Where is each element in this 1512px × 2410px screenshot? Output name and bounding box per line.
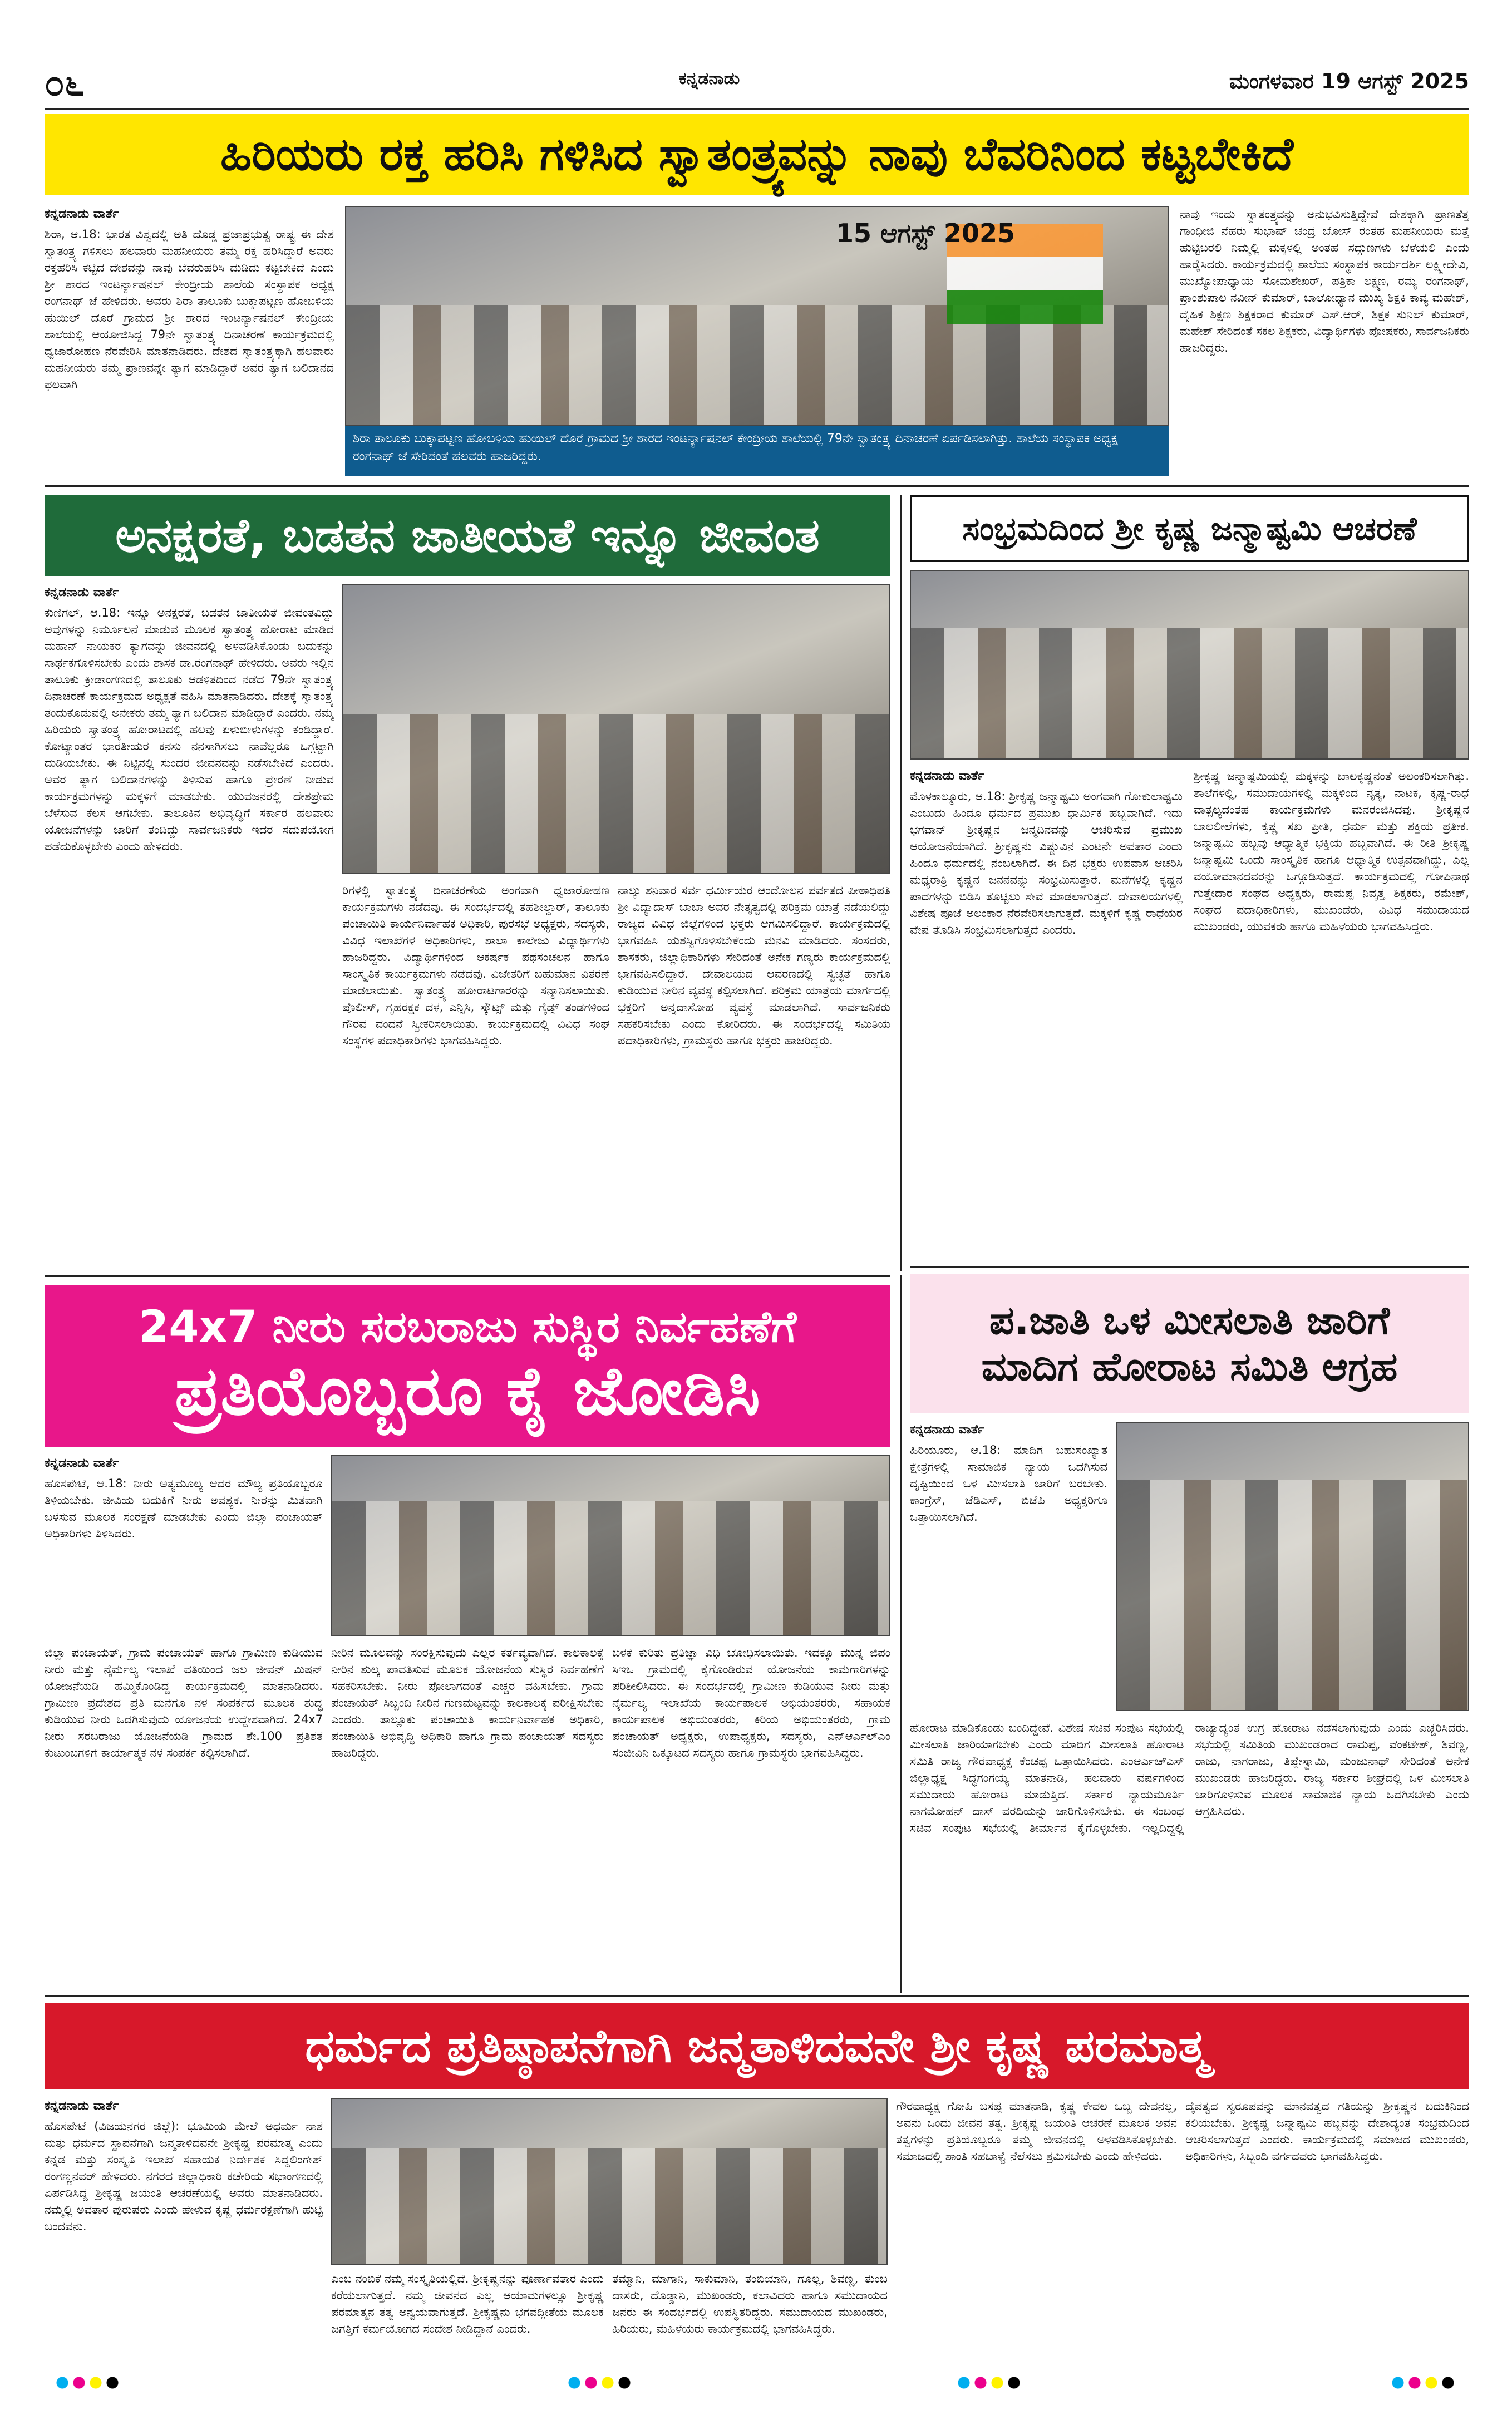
story2-byline: ಕನ್ನಡನಾಡು ವಾರ್ತೆ — [45, 585, 119, 599]
story1-headline: ಹಿರಿಯರು ರಕ್ತ ಹರಿಸಿ ಗಳಿಸಿದ ಸ್ವಾತಂತ್ರ್ಯವನ್ನು ನಾವು ಬೆವರಿನಿಂದ ಕಟ್ಟಬೇಕಿದೆ — [220, 127, 1293, 181]
registration-dots-4 — [1391, 2376, 1458, 2389]
header-rule — [45, 108, 1469, 110]
story5-byline: ಕನ್ನಡನಾಡು ವಾರ್ತೆ — [45, 1456, 119, 1470]
story2-text-1: ಕುಣಿಗಲ್, ಆ.18: ಇನ್ನೂ ಅನಕ್ಷರತೆ, ಬಡತನ ಜಾತೀಯತೆ ಜೀವಂತವಿದ್ದು ಅವುಗಳನ್ನು ನಿರ್ಮೂಲನೆ ಮಾಡುವ ಮೂಲಕ ಸ್ವಾತಂತ್ರ್ಯ ಹೋರಾಟ ಮಾಡಿದ ಮಹಾನ್ ನಾಯಕರ ತ್ಯಾಗವನ್ನು ಜೀವನದಲ್ಲಿ ಅಳವಡಿಸಿಕೊಂಡು ಬದುಕನ್ನು ಸಾರ್ಥಕಗೊಳಿಸಬೇಕು ಎಂದು ಶಾಸಕ ಡಾ.ರಂಗನಾಥ್ ಹೇಳಿದರು. ಅವರು ಇಲ್ಲಿನ ತಾಲೂಕು ಕ್ರೀಡಾಂಗಣದಲ್ಲಿ ತಾಲೂಕು ಆಡಳಿತದಿಂದ ನಡೆದ 79ನೇ ಸ್ವಾತಂತ್ರ್ಯ ದಿನಾಚರಣೆ ಕಾರ್ಯಕ್ರಮದ ಅಧ್ಯಕ್ಷತೆ ವಹಿಸಿ ಮಾತನಾಡಿದರು. ದೇಶಕ್ಕೆ ಸ್ವಾತಂತ್ರ್ಯ ತಂದುಕೊಡುವಲ್ಲಿ ಅನೇಕರು ತಮ್ಮ ತ್ಯಾಗ ಬಲಿದಾನ ಮಾಡಿದ್ದಾರೆ ಎಂದರು. ನಮ್ಮ ಹಿರಿಯರು ಸ್ವಾತಂತ್ರ್ಯ ಹೋರಾಟದಲ್ಲಿ ಹಲವು ಏಳುಬೀಳುಗಳನ್ನು ಕಂಡಿದ್ದಾರೆ. ಕೋಟ್ಯಾಂತರ ಭಾರತೀಯರ ಕನಸು ನನಸಾಗಿಸಲು ನಾವೆಲ್ಲರೂ ಒಗ್ಗಟ್ಟಾಗಿ ದುಡಿಯಬೇಕು. ಈ ನಿಟ್ಟಿನಲ್ಲಿ ಸುಂದರ ಜೀವನವನ್ನು ನಡೆಸಬೇಕಿದೆ ಎಂದರು. ಅವರ ತ್ಯಾಗ ಬಲಿದಾನಗಳನ್ನು ತಿಳಿಸುವ ಹಾಗೂ ಪ್ರೇರಣೆ ನೀಡುವ ಕಾರ್ಯಕ್ರಮಗಳನ್ನು ಮಕ್ಕಳಿಗೆ ಮಾಡಬೇಕು. ಯುವಜನರಲ್ಲಿ ದೇಶಪ್ರೇಮ ಬೆಳೆಸುವ ಕೆಲಸ ಆಗಬೇಕು. ತಾಲೂಕಿನ ಅಭಿವೃದ್ಧಿಗೆ ಸರ್ಕಾರ ಹಲವಾರು ಯೋಜನೆಗಳನ್ನು ಜಾರಿಗೆ ತಂದಿದ್ದು ಸಾರ್ವಜನಿಕರು ಇದರ ಸದುಪಯೋಗ ಪಡೆದುಕೊಳ್ಳಬೇಕು ಎಂದು ಹೇಳಿದರು. — [45, 606, 334, 853]
story5-photo — [331, 1455, 890, 1636]
story4-lead — [910, 1422, 1107, 1711]
story2-text-2: ರಿಗಳಲ್ಲಿ ಸ್ವಾತಂತ್ರ್ಯ ದಿನಾಚರಣೆಯ ಅಂಗವಾಗಿ ಧ್ವಜಾರೋಹಣ ಕಾರ್ಯಕ್ರಮಗಳು ನಡೆದವು. ಈ ಸಂದರ್ಭದಲ್ಲಿ ತಹಶೀಲ್ದಾರ್, ತಾಲೂಕು ಪಂಚಾಯಿತಿ ಕಾರ್ಯನಿರ್ವಾಹಕ ಅಧಿಕಾರಿ, ಪುರಸಭೆ ಅಧ್ಯಕ್ಷರು, ಸದಸ್ಯರು, ವಿವಿಧ ಇಲಾಖೆಗಳ ಅಧಿಕಾರಿಗಳು, ಶಾಲಾ ಕಾಲೇಜು ವಿದ್ಯಾರ್ಥಿಗಳು ಹಾಜರಿದ್ದರು. ವಿದ್ಯಾರ್ಥಿಗಳಿಂದ ಆಕರ್ಷಕ ಪಥಸಂಚಲನ ಹಾಗೂ ಸಾಂಸ್ಕೃತಿಕ ಕಾರ್ಯಕ್ರಮಗಳು ನಡೆದವು. ವಿಜೇತರಿಗೆ ಬಹುಮಾನ ವಿತರಣೆ ಮಾಡಲಾಯಿತು. ಸ್ವಾತಂತ್ರ್ಯ ಹೋರಾಟಗಾರರನ್ನು ಸನ್ಮಾನಿಸಲಾಯಿತು. ಪೊಲೀಸ್, ಗೃಹರಕ್ಷಕ ದಳ, ಎನ್ಸಿಸಿ, ಸ್ಕೌಟ್ಸ್ ಮತ್ತು ಗೈಡ್ಸ್ ತಂಡಗಳಿಂದ ಗೌರವ ವಂದನೆ ಸ್ವೀಕರಿಸಲಾಯಿತು. ಕಾರ್ಯಕ್ರಮದಲ್ಲಿ ವಿವಿಧ ಸಂಘ ಸಂಸ್ಥೆಗಳ ಪದಾಧಿಕಾರಿಗಳು ಭಾಗವಹಿಸಿದ್ದರು. — [342, 884, 609, 1047]
story6-text-4: ಗೌರವಾಧ್ಯಕ್ಷ ಗೋಪಿ ಬಸಪ್ಪ ಮಾತನಾಡಿ, ಕೃಷ್ಣ ಕೇವಲ ಒಬ್ಬ ದೇವನಲ್ಲ, ಅವನು ಒಂದು ಜೀವನ ತತ್ವ. ಶ್ರೀಕೃಷ್ಣ ಜಯಂತಿ ಆಚರಣೆ ಮೂಲಕ ಅವನ ತತ್ವಗಳನ್ನು ಪ್ರತಿಯೊಬ್ಬರೂ ತಮ್ಮ ಜೀವನದಲ್ಲಿ ಅಳವಡಿಸಿಕೊಳ್ಳಬೇಕು. ಸಮಾಜದಲ್ಲಿ ಶಾಂತಿ ಸಹಬಾಳ್ವೆ ನೆಲೆಸಲು ಶ್ರಮಿಸಬೇಕು ಎಂದು ಹೇಳಿದರು. — [896, 2099, 1177, 2163]
page-header — [45, 61, 1469, 106]
story1-caption: ಶಿರಾ ತಾಲೂಕು ಬುಕ್ಕಾಪಟ್ಟಣ ಹೋಬಳಿಯ ಹುಯಿಲ್ ದೊರೆ ಗ್ರಾಮದ ಶ್ರೀ ಶಾರದ ಇಂಟರ್ನ್ಯಾಷನಲ್ ಕೇಂದ್ರೀಯ ಶಾಲೆಯಲ್ಲಿ 79ನೇ ಸ್ವಾತಂತ್ರ್ಯ ದಿನಾಚರಣೆ ಏರ್ಪಡಿಸಲಾಗಿತ್ತು. ಶಾಲೆಯ ಸಂಸ್ಥಾಪಕ ಅಧ್ಯಕ್ಷ ರಂಗನಾಥ್ ಜೆ ಸೇರಿದಂತೆ ಹಲವರು ಹಾಜರಿದ್ದರು. — [345, 426, 1169, 476]
story6-column-3 — [612, 2270, 888, 2359]
story6-text-1: ಹೊಸಪೇಟೆ (ವಿಜಯನಗರ ಜಿಲ್ಲೆ): ಭೂಮಿಯ ಮೇಲೆ ಅಧರ್ಮ ನಾಶ ಮತ್ತು ಧರ್ಮದ ಸ್ಥಾಪನೆಗಾಗಿ ಜನ್ಮತಾಳಿದವನೇ ಶ್ರೀಕೃಷ್ಣ ಪರಮಾತ್ಮ ಎಂದು ಕನ್ನಡ ಮತ್ತು ಸಂಸ್ಕೃತಿ ಇಲಾಖೆ ಸಹಾಯಕ ನಿರ್ದೇಶಕ ಸಿದ್ದಲಿಂಗೇಶ್ ರಂಗಣ್ಣನವರ್ ಹೇಳಿದರು. ನಗರದ ಜಿಲ್ಲಾಧಿಕಾರಿ ಕಚೇರಿಯ ಸಭಾಂಗಣದಲ್ಲಿ ಏರ್ಪಡಿಸಿದ್ದ ಶ್ರೀಕೃಷ್ಣ ಜಯಂತಿ ಆಚರಣೆಯಲ್ಲಿ ಅವರು ಮಾತನಾಡಿದರು. ನಮ್ಮಲ್ಲಿ ಅವತಾರ ಪುರುಷರು ಎಂದು ಹೇಳುವ ಕೃಷ್ಣ ಧರ್ಮರಕ್ಷಣೆಗಾಗಿ ಹುಟ್ಟಿ ಬಂದವನು. — [45, 2120, 323, 2233]
story5-column-1 — [45, 1644, 323, 1987]
story1-text-1: ಶಿರಾ, ಆ.18: ಭಾರತ ವಿಶ್ವದಲ್ಲಿ ಅತಿ ದೊಡ್ಡ ಪ್ರಜಾಪ್ರಭುತ್ವ ರಾಷ್ಟ್ರ ಈ ದೇಶ ಸ್ವಾತಂತ್ರ್ಯ ಗಳಿಸಲು ಹಲವಾರು ಮಹನೀಯರು ತಮ್ಮ ರಕ್ತ ಹರಿಸಿದ್ದಾರೆ ಅವರು ರಕ್ತಹರಿಸಿ ಕಟ್ಟಿದ ದೇಶವನ್ನು ನಾವು ಬೆವರುಹರಿಸಿ ದುಡಿದು ಕಟ್ಟಬೇಕಿದೆ ಎಂದು ಶ್ರೀ ಶಾರದ ಇಂಟರ್ನ್ಯಾಷನಲ್ ಕೇಂದ್ರೀಯ ಶಾಲೆಯ ಸಂಸ್ಥಾಪಕ ಅಧ್ಯಕ್ಷ ರಂಗನಾಥ್ ಜೆ ಹೇಳಿದರು. ಅವರು ಶಿರಾ ತಾಲೂಕು ಬುಕ್ಕಾಪಟ್ಟಣ ಹೋಬಳಿಯ ಹುಯಿಲ್ ದೊರೆ ಗ್ರಾಮದ ಶ್ರೀ ಶಾರದ ಇಂಟರ್ನ್ಯಾಷನಲ್ ಕೇಂದ್ರೀಯ ಶಾಲೆಯಲ್ಲಿ ಆಯೋಜಿಸಿದ್ದ 79ನೇ ಸ್ವಾತಂತ್ರ್ಯ ದಿನಾಚರಣೆ ಕಾರ್ಯಕ್ರಮದಲ್ಲಿ ಧ್ವಜಾರೋಹಣ ನೆರವೇರಿಸಿ ಮಾತನಾಡಿದರು. ದೇಶದ ಸ್ವಾತಂತ್ರ್ಯಕ್ಕಾಗಿ ಹಲವಾರು ಮಹನೀಯರು ತಮ್ಮ ಪ್ರಾಣವನ್ನೇ ತ್ಯಾಗ ಮಾಡಿದ್ದಾರೆ ಅವರ ತ್ಯಾಗ ಬಲಿದಾನದ ಫಲವಾಗಿ — [45, 228, 334, 391]
story6-column-5 — [1185, 2098, 1469, 2359]
story5-column-3 — [612, 1644, 890, 1987]
story6-text-2: ಎಂಬ ನಂಬಿಕೆ ನಮ್ಮ ಸಂಸ್ಕೃತಿಯಲ್ಲಿದೆ. ಶ್ರೀಕೃಷ್ಣನನ್ನು ಪೂರ್ಣಾವತಾರ ಎಂದು ಕರೆಯಲಾಗುತ್ತದೆ. ನಮ್ಮ ಜೀವನದ ಎಲ್ಲ ಆಯಾಮಗಳಲ್ಲೂ ಶ್ರೀಕೃಷ್ಣ ಪರಮಾತ್ಮನ ತತ್ವ ಅನ್ವಯವಾಗುತ್ತದೆ. ಶ್ರೀಕೃಷ್ಣನು ಭಗವದ್ಗೀತೆಯ ಮೂಲಕ ಜಗತ್ತಿಗೆ ಕರ್ಮಯೋಗದ ಸಂದೇಶ ನೀಡಿದ್ದಾನೆ ಎಂದರು. — [331, 2272, 604, 2335]
rule-3 — [45, 1275, 890, 1277]
story2-headline-band — [45, 495, 890, 576]
story3-headline-band — [910, 495, 1469, 562]
story6-byline: ಕನ್ನಡನಾಡು ವಾರ್ತೆ — [45, 2099, 119, 2113]
vertical-rule-2 — [900, 1275, 902, 1993]
story3-headline: ಸಂಭ್ರಮದಿಂದ ಶ್ರೀ ಕೃಷ್ಣ ಜನ್ಮಾಷ್ಟಮಿ ಆಚರಣೆ — [962, 509, 1417, 548]
registration-dots-3 — [957, 2376, 1024, 2389]
story4-body — [910, 1719, 1469, 1987]
story2-column-3 — [618, 584, 890, 1269]
story5-text-1: ಜಿಲ್ಲಾ ಪಂಚಾಯತ್, ಗ್ರಾಮ ಪಂಚಾಯತ್ ಹಾಗೂ ಗ್ರಾಮೀಣ ಕುಡಿಯುವ ನೀರು ಮತ್ತು ನೈರ್ಮಲ್ಯ ಇಲಾಖೆ ವತಿಯಿಂದ ಜಲ ಜೀವನ್ ಮಿಷನ್ ಯೋಜನೆಯಡಿ ಹಮ್ಮಿಕೊಂಡಿದ್ದ ಕಾರ್ಯಕ್ರಮದಲ್ಲಿ ಮಾತನಾಡಿದರು. ಗ್ರಾಮೀಣ ಪ್ರದೇಶದ ಪ್ರತಿ ಮನೆಗೂ ನಳ ಸಂಪರ್ಕದ ಮೂಲಕ ಶುದ್ಧ ಕುಡಿಯುವ ನೀರು ಒದಗಿಸುವುದು ಯೋಜನೆಯ ಉದ್ದೇಶವಾಗಿದೆ. 24x7 ನೀರು ಸರಬರಾಜು ಯೋಜನೆಯಡಿ ಗ್ರಾಮದ ಶೇ.100 ಪ್ರತಿಶತ ಕುಟುಂಬಗಳಿಗೆ ಕಾರ್ಯಾತ್ಮಕ ನಳ ಸಂಪರ್ಕ ಕಲ್ಪಿಸಲಾಗಿದೆ. — [45, 1646, 323, 1760]
rule-1 — [45, 485, 1469, 487]
story2-column-2 — [342, 882, 609, 1269]
story6-column-4 — [896, 2098, 1177, 2359]
story6-column-2 — [331, 2270, 604, 2359]
story6-headline-band — [45, 2003, 1469, 2089]
story3-text-1: ಮೊಳಕಾಲ್ಮೂರು, ಆ.18: ಶ್ರೀಕೃಷ್ಣ ಜನ್ಮಾಷ್ಟಮಿ ಅಂಗವಾಗಿ ಗೋಕುಲಾಷ್ಟಮಿ ಎಂಬುದು ಹಿಂದೂ ಧರ್ಮದ ಪ್ರಮುಖ ಧಾರ್ಮಿಕ ಹಬ್ಬವಾಗಿದೆ. ಇದು ಭಗವಾನ್ ಶ್ರೀಕೃಷ್ಣನ ಜನ್ಮದಿನವನ್ನು ಆಚರಿಸುವ ಪ್ರಮುಖ ಆಯೋಜನೆಯಾಗಿದೆ. ಶ್ರೀಕೃಷ್ಣನು ವಿಷ್ಣುವಿನ ಎಂಟನೇ ಅವತಾರ ಎಂದು ಹಿಂದೂ ಧರ್ಮದಲ್ಲಿ ನಂಬಲಾಗಿದೆ. ಈ ದಿನ ಭಕ್ತರು ಉಪವಾಸ ಆಚರಿಸಿ ಮಧ್ಯರಾತ್ರಿ ಕೃಷ್ಣನ ಜನನವನ್ನು ಸಂಭ್ರಮಿಸುತ್ತಾರೆ. ಮನೆಗಳಲ್ಲಿ ಕೃಷ್ಣನ ಪಾದಗಳನ್ನು ಬಿಡಿಸಿ ತೊಟ್ಟಿಲು ಸೇವೆ ಮಾಡಲಾಗುತ್ತದೆ. ದೇವಾಲಯಗಳಲ್ಲಿ ವಿಶೇಷ ಪೂಜೆ ಅಲಂಕಾರ ನೆರವೇರಿಸಲಾಗುತ್ತದೆ. ಮಕ್ಕಳಿಗೆ ಕೃಷ್ಣ ರಾಧೆಯರ ವೇಷ ತೊಡಿಸಿ ಸಂಭ್ರಮಿಸಲಾಗುತ್ತದೆ ಎಂದರು. — [910, 790, 1183, 937]
story5-lead-text: ಹೊಸಪೇಟೆ, ಆ.18: ನೀರು ಅತ್ಯಮೂಲ್ಯ ಆದರ ಮೌಲ್ಯ ಪ್ರತಿಯೊಬ್ಬರೂ ತಿಳಿಯಬೇಕು. ಜೀವಿಯ ಬದುಕಿಗೆ ನೀರು ಅವಶ್ಯಕ. ನೀರನ್ನು ಮಿತವಾಗಿ ಬಳಸುವ ಮೂಲಕ ಸಂರಕ್ಷಣೆ ಮಾಡಬೇಕು ಎಂದು ಜಿಲ್ಲಾ ಪಂಚಾಯತ್ ಅಧಿಕಾರಿಗಳು ತಿಳಿಸಿದರು. — [45, 1477, 323, 1540]
header-date: ಮಂಗಳವಾರ 19 ಆಗಸ್ಟ್ 2025 — [1229, 69, 1469, 93]
story4-lead-text: ಹಿರಿಯೂರು, ಆ.18: ಮಾದಿಗ ಬಹುಸಂಖ್ಯಾತ ಕ್ಷೇತ್ರಗಳಲ್ಲಿ ಸಾಮಾಜಿಕ ನ್ಯಾಯ ಒದಗಿಸುವ ದೃಷ್ಟಿಯಿಂದ ಒಳ ಮೀಸಲಾತಿ ಜಾರಿಗೆ ಬರಬೇಕು. ಕಾಂಗ್ರೆಸ್, ಜೆಡಿಎಸ್, ಬಿಜೆಪಿ ಅಧ್ಯಕ್ಷರಿಗೂ ಒತ್ತಾಯಿಸಲಾಗಿದೆ. — [910, 1443, 1107, 1524]
story1-text-2: ನಾವು ಇಂದು ಸ್ವಾತಂತ್ರ್ಯವನ್ನು ಅನುಭವಿಸುತ್ತಿದ್ದೇವೆ ದೇಶಕ್ಕಾಗಿ ಪ್ರಾಣತೆತ್ತ ಗಾಂಧೀಜಿ ನೆಹರು ಸುಭಾಷ್ ಚಂದ್ರ ಬೋಸ್ ರಂತಹ ಮಹನೀಯರು ಮತ್ತೆ ಹುಟ್ಟಿಬರಲಿ ನಿಮ್ಮಲ್ಲಿ ಮಕ್ಕಳಲ್ಲಿ ಅಂತಹ ಸದ್ಗುಣಗಳು ಬೆಳೆಯಲಿ ಎಂದು ಹಾರೈಸಿದರು. ಕಾರ್ಯಕ್ರಮದಲ್ಲಿ ಶಾಲೆಯ ಸಂಸ್ಥಾಪಕ ಕಾರ್ಯದರ್ಶಿ ಲಕ್ಷ್ಮೀದೇವಿ, ಮುಖ್ಯೋಪಾಧ್ಯಾಯ ಸೋಮಶೇಖರ್, ಪತ್ರಿಕಾ ಲಕ್ಷ್ಮಣ, ರಮ್ಯ ರಂಗನಾಥ್, ಪ್ರಾಂಶುಪಾಲ ನವೀನ್ ಕುಮಾರ್, ಬಾಲೋಧ್ಯಾನ ಮುಖ್ಯ ಶಿಕ್ಷಕಿ ಕಾವ್ಯ ಮಹೇಶ್, ದೈಹಿಕ ಶಿಕ್ಷಣ ಶಿಕ್ಷಕರಾದ ಕುಮಾರ್ ಎಸ್.ಆರ್, ಶಿಕ್ಷಕ ಸುನಿಲ್ ಕುಮಾರ್, ಮಹೇಶ್ ಸೇರಿದಂತೆ ಸಕಲ ಶಿಕ್ಷಕರು, ವಿದ್ಯಾರ್ಥಿಗಳು ಪೋಷಕರು, ಸಾರ್ವಜನಿಕರು ಹಾಜರಿದ್ದರು. — [1180, 208, 1469, 354]
story3-byline: ಕನ್ನಡನಾಡು ವಾರ್ತೆ — [910, 769, 984, 783]
registration-dots-1 — [56, 2376, 122, 2389]
story1-column-1 — [45, 206, 334, 476]
story3-text-2: ಶ್ರೀಕೃಷ್ಣ ಜನ್ಮಾಷ್ಟಮಿಯಲ್ಲಿ ಮಕ್ಕಳನ್ನು ಬಾಲಕೃಷ್ಣನಂತೆ ಅಲಂಕರಿಸಲಾಗಿತ್ತು. ಶಾಲೆಗಳಲ್ಲಿ, ಸಮುದಾಯಗಳಲ್ಲಿ ಮಕ್ಕಳಿಂದ ನೃತ್ಯ, ನಾಟಕ, ಕೃಷ್ಣ-ರಾಧೆ ವಾತ್ಸಲ್ಯದಂತಹ ಕಾರ್ಯಕ್ರಮಗಳು ಮನರಂಜಿಸಿದವು. ಶ್ರೀಕೃಷ್ಣನ ಬಾಲಲೀಲೆಗಳು, ಕೃಷ್ಣ ಸಖ ಪ್ರೀತಿ, ಧರ್ಮ ಮತ್ತು ಶಕ್ತಿಯ ಪ್ರತೀಕ. ಜನ್ಮಾಷ್ಟಮಿ ಹಬ್ಬವು ಆಧ್ಯಾತ್ಮಿಕ ಭಕ್ತಿಯ ಹಬ್ಬವಾಗಿದೆ. ಈ ರೀತಿ ಶ್ರೀಕೃಷ್ಣ ಜನ್ಮಾಷ್ಟಮಿ ಒಂದು ಸಾಂಸ್ಕೃತಿಕ ಹಾಗೂ ಆಧ್ಯಾತ್ಮಿಕ ಉತ್ಸವವಾಗಿದ್ದು, ಎಲ್ಲ ವಯೋಮಾನದವರನ್ನು ಒಗ್ಗೂಡಿಸುತ್ತದೆ. ಕಾರ್ಯಕ್ರಮದಲ್ಲಿ ಗೋಪಿನಾಥ ಗುತ್ತೇದಾರ ಸಂಘದ ಅಧ್ಯಕ್ಷರು, ರಾಮಪ್ಪ ನಿವೃತ್ತ ಶಿಕ್ಷಕರು, ರಮೇಶ್, ಸಂಘದ ಪದಾಧಿಕಾರಿಗಳು, ಮುಖಂಡರು, ವಿವಿಧ ಸಮುದಾಯದ ಮುಖಂಡರು, ಯುವಕರು ಹಾಗೂ ಮಹಿಳೆಯರು ಭಾಗವಹಿಸಿದ್ದರು. — [1194, 770, 1469, 933]
page-number: ೦೬ — [45, 63, 85, 104]
story5-headline-band — [45, 1285, 890, 1447]
story4-headline-line1: ಪ.ಜಾತಿ ಒಳ ಮೀಸಲಾತಿ ಜಾರಿಗೆ — [989, 1298, 1390, 1343]
masthead: ಕನ್ನಡನಾಡು — [679, 69, 740, 88]
story4-headline-band — [910, 1274, 1469, 1413]
story4-photo — [1116, 1422, 1469, 1711]
story6-headline: ಧರ್ಮದ ಪ್ರತಿಷ್ಠಾಪನೆಗಾಗಿ ಜನ್ಮತಾಳಿದವನೇ ಶ್ರೀ ಕೃಷ್ಣ ಪರಮಾತ್ಮ — [305, 2019, 1209, 2073]
story5-text-3: ಬಳಕೆ ಕುರಿತು ಪ್ರತಿಜ್ಞಾ ವಿಧಿ ಬೋಧಿಸಲಾಯಿತು. ಇದಕ್ಕೂ ಮುನ್ನ ಜಿಪಂ ಸಿಇಒ ಗ್ರಾಮದಲ್ಲಿ ಕೈಗೊಂಡಿರುವ ಯೋಜನೆಯ ಕಾಮಗಾರಿಗಳನ್ನು ಪರಿಶೀಲಿಸಿದರು. ಈ ಸಂದರ್ಭದಲ್ಲಿ ಗ್ರಾಮೀಣ ಕುಡಿಯುವ ನೀರು ಮತ್ತು ನೈರ್ಮಲ್ಯ ಇಲಾಖೆಯ ಕಾರ್ಯಪಾಲಕ ಅಭಿಯಂತರರು, ಸಹಾಯಕ ಕಾರ್ಯಪಾಲಕ ಅಭಿಯಂತರರು, ಕಿರಿಯ ಅಭಿಯಂತರರು, ಗ್ರಾಮ ಪಂಚಾಯತ್ ಅಧ್ಯಕ್ಷರು, ಉಪಾಧ್ಯಕ್ಷರು, ಸದಸ್ಯರು, ಎನ್ಆರ್ಎಲ್ಎಂ ಸಂಜೀವಿನಿ ಒಕ್ಕೂಟದ ಸದಸ್ಯರು ಹಾಗೂ ಗ್ರಾಮಸ್ಥರು ಭಾಗವಹಿಸಿದ್ದರು. — [612, 1646, 890, 1760]
story4-byline: ಕನ್ನಡನಾಡು ವಾರ್ತೆ — [910, 1423, 984, 1437]
story2-text-3: ನಾಲ್ಕು ಶನಿವಾರ ಸರ್ವ ಧರ್ಮೀಯರ ಆಂದೋಲನ ಪರ್ವತದ ಪೀಠಾಧಿಪತಿ ಶ್ರೀ ವಿದ್ಯಾದಾಸ್ ಬಾಬಾ ಅವರ ನೇತೃತ್ವದಲ್ಲಿ ಪರಿಕ್ರಮ ಯಾತ್ರೆ ನಡೆಯಲಿದ್ದು ರಾಜ್ಯದ ವಿವಿಧ ಜಿಲ್ಲೆಗಳಿಂದ ಭಕ್ತರು ಆಗಮಿಸಲಿದ್ದಾರೆ. ಕಾರ್ಯಕ್ರಮದಲ್ಲಿ ಭಾಗವಹಿಸಿ ಯಶಸ್ವಿಗೊಳಿಸಬೇಕೆಂದು ಮನವಿ ಮಾಡಿದರು. ಸಂಸದರು, ಶಾಸಕರು, ಜಿಲ್ಲಾಧಿಕಾರಿಗಳು ಸೇರಿದಂತೆ ಅನೇಕ ಗಣ್ಯರು ಕಾರ್ಯಕ್ರಮದಲ್ಲಿ ಭಾಗವಹಿಸಲಿದ್ದಾರೆ. ದೇವಾಲಯದ ಆವರಣದಲ್ಲಿ ಸ್ವಚ್ಛತೆ ಹಾಗೂ ಕುಡಿಯುವ ನೀರಿನ ವ್ಯವಸ್ಥೆ ಕಲ್ಪಿಸಲಾಗಿದೆ. ಪರಿಕ್ರಮ ಯಾತ್ರೆಯ ಮಾರ್ಗದಲ್ಲಿ ಭಕ್ತರಿಗೆ ಅನ್ನದಾಸೋಹ ವ್ಯವಸ್ಥೆ ಮಾಡಲಾಗಿದೆ. ಸಾರ್ವಜನಿಕರು ಸಹಕರಿಸಬೇಕು ಎಂದು ಕೋರಿದರು. ಈ ಸಂದರ್ಭದಲ್ಲಿ ಸಮಿತಿಯ ಪದಾಧಿಕಾರಿಗಳು, ಗ್ರಾಮಸ್ಥರು ಹಾಗೂ ಭಕ್ತರು ಹಾಜರಿದ್ದರು. — [618, 884, 890, 1047]
story5-column-2 — [331, 1644, 604, 1987]
story3-column-2 — [1194, 768, 1469, 1258]
story3-column-1 — [910, 768, 1183, 1258]
story5-headline-line1: 24x7 ನೀರು ಸರಬರಾಜು ಸುಸ್ಥಿರ ನಿರ್ವಹಣೆಗೆ — [139, 1302, 796, 1352]
registration-dots-2 — [568, 2376, 634, 2389]
story4-body-text: ಹೋರಾಟ ಮಾಡಿಕೊಂಡು ಬಂದಿದ್ದೇವೆ. ವಿಶೇಷ ಸಚಿವ ಸಂಪುಟ ಸಭೆಯಲ್ಲಿ ಮೀಸಲಾತಿ ಜಾರಿಯಾಗಬೇಕು ಎಂದು ಮಾದಿಗ ಮೀಸಲಾತಿ ಹೋರಾಟ ಸಮಿತಿ ರಾಜ್ಯ ಗೌರವಾಧ್ಯಕ್ಷ ಕೆಂಚಪ್ಪ ಒತ್ತಾಯಿಸಿದರು. ಎಂಆರ್ಎಚ್ಎಸ್ ಜಿಲ್ಲಾಧ್ಯಕ್ಷ ಸಿದ್ಧಗಂಗಯ್ಯ ಮಾತನಾಡಿ, ಹಲವಾರು ವರ್ಷಗಳಿಂದ ಸಮುದಾಯ ಹೋರಾಟ ಮಾಡುತ್ತಿದೆ. ಸರ್ಕಾರ ನ್ಯಾಯಮೂರ್ತಿ ನಾಗಮೋಹನ್ ದಾಸ್ ವರದಿಯನ್ನು ಜಾರಿಗೊಳಿಸಬೇಕು. ಈ ಸಂಬಂಧ ಸಚಿವ ಸಂಪುಟ ಸಭೆಯಲ್ಲಿ ತೀರ್ಮಾನ ಕೈಗೊಳ್ಳಬೇಕು. ಇಲ್ಲದಿದ್ದಲ್ಲಿ ರಾಜ್ಯಾದ್ಯಂತ ಉಗ್ರ ಹೋರಾಟ ನಡೆಸಲಾಗುವುದು ಎಂದು ಎಚ್ಚರಿಸಿದರು. ಸಭೆಯಲ್ಲಿ ಸಮಿತಿಯ ಮುಖಂಡರಾದ ರಾಮಪ್ಪ, ವೆಂಕಟೇಶ್, ಶಿವಣ್ಣ, ರಾಜು, ನಾಗರಾಜು, ತಿಪ್ಪೇಸ್ವಾಮಿ, ಮಂಜುನಾಥ್ ಸೇರಿದಂತೆ ಅನೇಕ ಮುಖಂಡರು ಹಾಜರಿದ್ದರು. ರಾಜ್ಯ ಸರ್ಕಾರ ಶೀಘ್ರದಲ್ಲಿ ಒಳ ಮೀಸಲಾತಿ ಜಾರಿಗೊಳಿಸುವ ಮೂಲಕ ಸಾಮಾಜಿಕ ನ್ಯಾಯ ಒದಗಿಸಬೇಕು ಎಂದು ಆಗ್ರಹಿಸಿದರು. — [910, 1721, 1469, 1835]
story3-photo — [910, 570, 1469, 760]
vertical-rule-1 — [900, 495, 902, 1271]
story2-column-1 — [45, 584, 334, 1269]
story1-column-2 — [1180, 206, 1469, 476]
story6-text-3: ತಮ್ಮಾನಿ, ಮಾಗಾನಿ, ಸಾಕುಮಾನಿ, ತಂಬಿಯಾನಿ, ಗೊಲ್ಲ, ಶಿವಣ್ಣ, ತುಂಬ ದಾಸರು, ದೊಡ್ಡಾನಿ, ಮುಖಂಡರು, ಕಲಾವಿದರು ಹಾಗೂ ಸಮುದಾಯದ ಜನರು ಈ ಸಂದರ್ಭದಲ್ಲಿ ಉಪಸ್ಥಿತರಿದ್ದರು. ಸಮುದಾಯದ ಮುಖಂಡರು, ಹಿರಿಯರು, ಮಹಿಳೆಯರು ಕಾರ್ಯಕ್ರಮದಲ್ಲಿ ಭಾಗವಹಿಸಿದ್ದರು. — [612, 2272, 888, 2335]
story6-photo — [331, 2098, 888, 2265]
story2-headline: ಅನಕ್ಷರತೆ, ಬಡತನ ಜಾತೀಯತೆ ಇನ್ನೂ ಜೀವಂತ — [115, 508, 820, 563]
story1-headline-band — [45, 114, 1469, 195]
story1-photo-banner: 15 ಆಗಸ್ಟ್ 2025 — [836, 218, 1015, 248]
color-registration-marks — [45, 2376, 1469, 2393]
story1-photo — [345, 206, 1169, 426]
story1-byline: ಕನ್ನಡನಾಡು ವಾರ್ತೆ — [45, 207, 119, 221]
story6-column-1 — [45, 2098, 323, 2359]
story5-headline-line2: ಪ್ರತಿಯೊಬ್ಬರೂ ಕೈ ಜೋಡಿಸಿ — [174, 1352, 761, 1430]
story4-headline-line2: ಮಾದಿಗ ಹೋರಾಟ ಸಮಿತಿ ಆಗ್ರಹ — [981, 1344, 1398, 1389]
story6-text-5: ದೈವತ್ವದ ಸ್ವರೂಪವನ್ನು ಮಾನವತ್ವದ ಗತಿಯನ್ನು ಶ್ರೀಕೃಷ್ಣನ ಬದುಕಿನಿಂದ ಕಲಿಯಬೇಕು. ಶ್ರೀಕೃಷ್ಣ ಜನ್ಮಾಷ್ಟಮಿ ಹಬ್ಬವನ್ನು ದೇಶಾದ್ಯಂತ ಸಂಭ್ರಮದಿಂದ ಆಚರಿಸಲಾಗುತ್ತದೆ ಎಂದರು. ಕಾರ್ಯಕ್ರಮದಲ್ಲಿ ಸಮಾಜದ ಮುಖಂಡರು, ಅಧಿಕಾರಿಗಳು, ಸಿಬ್ಬಂದಿ ವರ್ಗದವರು ಭಾಗವಹಿಸಿದ್ದರು. — [1185, 2099, 1469, 2163]
story5-text-2: ನೀರಿನ ಮೂಲವನ್ನು ಸಂರಕ್ಷಿಸುವುದು ಎಲ್ಲರ ಕರ್ತವ್ಯವಾಗಿದೆ. ಕಾಲಕಾಲಕ್ಕೆ ನೀರಿನ ಶುಲ್ಕ ಪಾವತಿಸುವ ಮೂಲಕ ಯೋಜನೆಯ ಸುಸ್ಥಿರ ನಿರ್ವಹಣೆಗೆ ಸಹಕರಿಸಬೇಕು. ನೀರು ಪೋಲಾಗದಂತೆ ಎಚ್ಚರ ವಹಿಸಬೇಕು. ಗ್ರಾಮ ಪಂಚಾಯತ್ ಸಿಬ್ಬಂದಿ ನೀರಿನ ಗುಣಮಟ್ಟವನ್ನು ಕಾಲಕಾಲಕ್ಕೆ ಪರೀಕ್ಷಿಸಬೇಕು ಎಂದರು. ತಾಲ್ಲೂಕು ಪಂಚಾಯಿತಿ ಕಾರ್ಯನಿರ್ವಾಹಕ ಅಧಿಕಾರಿ, ಪಂಚಾಯಿತಿ ಅಭಿವೃದ್ಧಿ ಅಧಿಕಾರಿ ಹಾಗೂ ಗ್ರಾಮ ಪಂಚಾಯತ್ ಸದಸ್ಯರು ಹಾಜರಿದ್ದರು. — [331, 1646, 604, 1760]
rule-4 — [45, 1995, 1469, 1997]
story5-lead — [45, 1455, 323, 1636]
rule-2 — [910, 1266, 1469, 1268]
